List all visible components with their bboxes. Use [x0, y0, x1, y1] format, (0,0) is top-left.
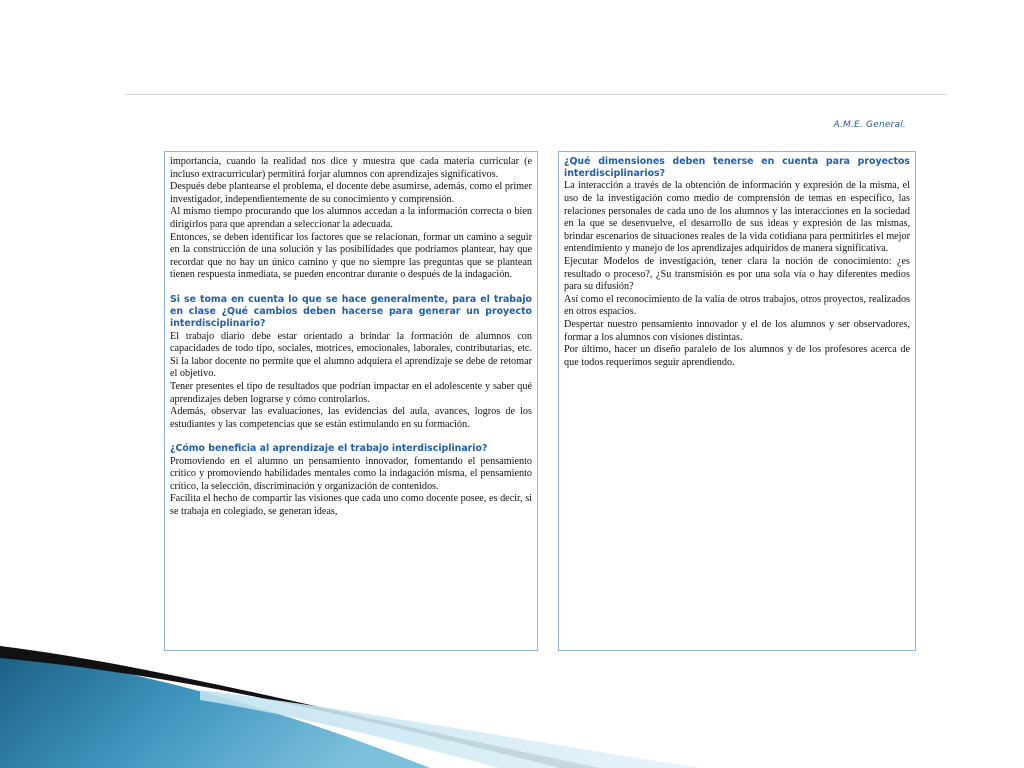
wave-light-blue — [200, 690, 700, 768]
right-paragraph: Por último, hacer un diseño paralelo de los alumnos y de los profesores acerca de que todos requerimos seguir aprendiendo. — [564, 344, 910, 368]
left-text-panel — [164, 151, 538, 651]
right-heading-dimensions: ¿Qué dimensiones deben tenerse en cuenta para proyectos interdisciplinarios? — [564, 156, 910, 180]
top-divider — [125, 94, 947, 95]
header-label: A.M.E. General. — [833, 120, 906, 130]
left-paragraph: Facilita el hecho de compartir las visiones que cada uno como docente posee, es decir, si se trabaja en colegiado, se generan ideas, — [170, 493, 532, 517]
right-paragraph: Ejecutar Modelos de investigación, tener clara la noción de conocimiento: ¿es resultado o proceso?, ¿Su transmisión es por una sola vía o hay diferentes medios para su difusión? — [564, 255, 910, 293]
right-paragraph: Así como el reconocimiento de la valía de otros trabajos, otros proyectos, realizados en otros espacios. — [564, 293, 910, 318]
right-text-panel — [558, 151, 916, 651]
right-paragraph: La interacción a través de la obtención de información y expresión de la misma, el uso de la investigación como medio de comprensión de temas en específico, las relaciones personales de cada uno de los alumnos y las interacciones en la sociedad en la que se desenvuelve, el desarrollo de sus ideas y expresión de las mismas, brindar escenarios de situaciones reales de la vida cotidiana para permitirles el mejor entendimiento y manejo de los aprendizajes adquiridos de manera significativa. — [564, 180, 910, 255]
left-paragraph: Al mismo tiempo procurando que los alumnos accedan a la información correcta o bien dirigirlos para que aprendan a seleccionar la adecuada. — [170, 206, 532, 230]
left-paragraph: Promoviendo en el alumno un pensamiento innovador, fomentando el pensamiento crítico y promoviendo habilidades mentales como la indagación misma, el pensamiento crítico, la selección, discriminación y organización de contenidos. — [170, 455, 532, 492]
left-paragraph: Después debe plantearse el problema, el docente debe asumirse, además, como el primer investigador, independientemente de su conocimiento y comprensión. — [170, 181, 532, 205]
wave-black-stripe — [0, 646, 600, 768]
left-paragraph: El trabajo diario debe estar orientado a brindar la formación de alumnos con capacidades de todo tipo, sociales, motrices, emocionales, laborales, contributarias, etc. Si la labor docente no permite que el alumno adquiera el aprendizaje se debe de retomar el objetivo. — [170, 330, 532, 380]
left-heading-benefits: ¿Cómo beneficia al aprendizaje el trabajo interdisciplinario? — [170, 443, 488, 455]
right-paragraph: Despertar nuestro pensamiento innovador y el de los alumnos y ser observadores, formar a los alumnos con visiones distintas. — [564, 318, 910, 343]
left-paragraph: Entonces, se deben identificar los factores que se relacionan, formar un camino a seguir en la construcción de una solución y las posibilidades que podríamos plantear, hay que recordar que no hay un único camino y que no siempre las preguntas que se plantean tienen respuesta inmediata, se pueden encontrar durante o después de la indagación. — [170, 231, 532, 281]
left-paragraph: Además, observar las evaluaciones, las evidencias del aula, avances, logros de los estudiantes y las competencias que se están estimulando en su formación. — [170, 406, 532, 430]
wave-dark-blue — [0, 650, 430, 768]
left-paragraph: Tener presentes el tipo de resultados que podrían impactar en el adolescente y saber qué aprendizajes deben lograrse y cómo controlarlos. — [170, 380, 532, 405]
left-heading-changes: Si se toma en cuenta lo que se hace generalmente, para el trabajo en clase ¿Qué cambios deben hacerse para generar un proyecto interdisciplinario? — [170, 293, 532, 330]
left-paragraph: importancia, cuando la realidad nos dice y muestra que cada materia curricular (e incluso extracurricular) permitirá forjar alumnos con aprendizajes significativos. — [170, 156, 532, 180]
